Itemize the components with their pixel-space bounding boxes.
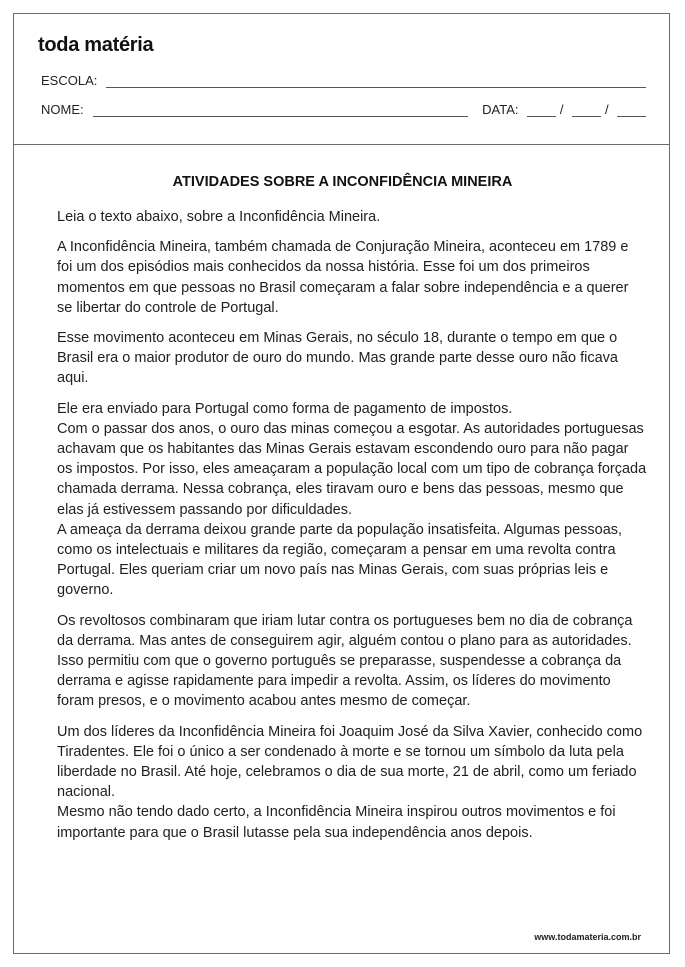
paragraph-line: Mesmo não tendo dado certo, a Inconfidência Mineira inspirou outros movimentos e foi importante para que o Brasil lutasse pela sua independência anos depois. [57,804,616,841]
paragraph [57,722,647,843]
page-title: ATIVIDADES SOBRE A INCONFIDÊNCIA MINEIRA [172,174,513,190]
article-body [57,207,647,853]
nome-row [41,102,646,117]
escola-label: ESCOLA: [41,73,98,88]
paragraph-line: Com o passar dos anos, o ouro das minas começou a esgotar. As autoridades portuguesas achavam que os habitantes das Minas Gerais estavam escondendo ouro para não pagar os impostos. Por isso, eles ameaçaram a população local com um tipo de cobrança forçada chamada derrama. Nessa cobrança, eles tiravam ouro e bens das pessoas, mesmo que elas já estivessem passando por dificuldades. [57,420,647,518]
worksheet [13,13,670,954]
paragraph [57,399,647,601]
worksheet-header [14,14,669,145]
paragraph-line: Leia o texto abaixo, sobre a Inconfidência Mineira. [57,209,381,225]
paragraph-line: Esse movimento aconteceu em Minas Gerais, no século 18, durante o tempo em que o Brasil era o maior produtor de ouro do mundo. Mas grande parte desse ouro não ficava aqui. [57,330,618,387]
nome-field [93,102,469,117]
paragraph-line: A Inconfidência Mineira, também chamada de Conjuração Mineira, aconteceu em 1789 e foi um dos episódios mais conhecidos da nossa história. Esse foi um dos primeiros momentos em que pessoas no Brasil começaram a falar sobre independência e a querer se libertar do controle de Portugal. [57,239,629,316]
date-separator: / [604,102,609,117]
data-label: DATA: [482,102,519,117]
nome-label: NOME: [41,102,84,117]
footer-url: www.todamateria.com.br [534,932,641,942]
paragraph [57,207,647,227]
paragraph [57,611,647,712]
escola-row [41,73,646,88]
paragraph [57,237,647,318]
date-year-field [617,102,646,117]
paragraph-line: Os revoltosos combinaram que iriam lutar contra os portugueses bem no dia de cobrança da derrama. Mas antes de conseguirem agir, alguém contou o plano para as autoridades. Isso permitiu com que o governo português se preparasse, suspendesse a cobrança da derrama e agisse rapidamente para impedir a revolta. Assim, os líderes do movimento foram presos, e o movimento acabou antes mesmo de começar. [57,612,633,710]
date-day-field [527,102,556,117]
paragraph-line: Um dos líderes da Inconfidência Mineira foi Joaquim José da Silva Xavier, conhecido como Tiradentes. Ele foi o único a ser condenado à morte e se tornou um símbolo da luta pela liberdade no Brasil. Até hoje, celebramos o dia de sua morte, 21 de abril, como um feriado nacional. [57,723,643,801]
paragraph [57,328,647,389]
date-month-field [572,102,601,117]
paragraph-line: Ele era enviado para Portugal como forma de pagamento de impostos. [57,400,513,417]
date-separator: / [559,102,564,117]
escola-field [106,73,646,88]
brand-logo: toda matéria [38,34,154,56]
paragraph-line: A ameaça da derrama deixou grande parte da população insatisfeita. Algumas pessoas, como os intelectuais e militares da região, começaram a pensar em uma revolta contra Portugal. Eles queriam criar um novo país nas Minas Gerais, com suas próprias leis e governo. [57,521,623,599]
